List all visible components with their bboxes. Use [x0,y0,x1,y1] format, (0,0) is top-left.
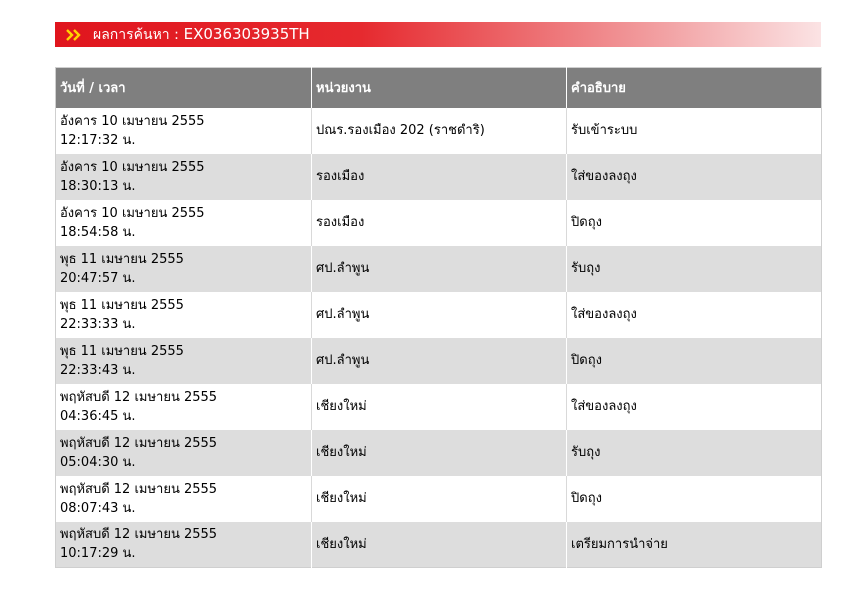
search-result-label: ผลการค้นหา : [93,26,179,43]
cell-datetime [56,154,312,200]
cell-time: 12:17:32 น. [60,132,136,148]
cell-date: อังคาร 10 เมษายน 2555 [60,205,205,221]
cell-time: 04:36:45 น. [60,408,136,424]
cell-datetime [56,108,312,154]
cell-description: ใส่ของลงถุง [567,154,822,200]
cell-date: พฤหัสบดี 12 เมษายน 2555 [60,527,218,543]
column-header-office: หน่วยงาน [312,68,567,108]
column-header-datetime: วันที่ / เวลา [56,68,312,108]
cell-office: ปณร.รองเมือง 202 (ราชดำริ) [312,108,567,154]
cell-office: เชียงใหม่ [312,430,567,476]
tracking-history-table [55,67,822,568]
table-row [56,108,822,154]
cell-time: 18:54:58 น. [60,224,136,240]
cell-office: ศป.ลำพูน [312,338,567,384]
column-header-description: คำอธิบาย [567,68,822,108]
cell-date: พฤหัสบดี 12 เมษายน 2555 [60,481,218,497]
cell-datetime [56,476,312,522]
cell-office: เชียงใหม่ [312,476,567,522]
cell-date: อังคาร 10 เมษายน 2555 [60,159,205,175]
cell-office: ศป.ลำพูน [312,246,567,292]
cell-description: ปิดถุง [567,338,822,384]
cell-time: 18:30:13 น. [60,178,136,194]
table-row [56,246,822,292]
table-row [56,384,822,430]
cell-office: รองเมือง [312,200,567,246]
cell-date: พุธ 11 เมษายน 2555 [60,343,184,359]
table-row [56,338,822,384]
cell-datetime [56,200,312,246]
cell-description: รับถุง [567,246,822,292]
cell-datetime [56,522,312,568]
cell-description: รับเข้าระบบ [567,108,822,154]
cell-date: พุธ 11 เมษายน 2555 [60,297,184,313]
cell-description: ใส่ของลงถุง [567,292,822,338]
cell-description: ปิดถุง [567,476,822,522]
double-chevron-right-icon [66,29,81,41]
cell-time: 08:07:43 น. [60,500,136,516]
cell-time: 22:33:33 น. [60,316,136,332]
table-header-row [56,68,822,108]
cell-time: 05:04:30 น. [60,454,136,470]
cell-datetime [56,384,312,430]
cell-date: พุธ 11 เมษายน 2555 [60,251,184,267]
cell-description: รับถุง [567,430,822,476]
cell-description: ปิดถุง [567,200,822,246]
cell-office: ศป.ลำพูน [312,292,567,338]
search-result-title [93,24,310,46]
table-row [56,200,822,246]
search-result-header [55,22,821,47]
cell-description: ใส่ของลงถุง [567,384,822,430]
cell-office: เชียงใหม่ [312,522,567,568]
table-row [56,476,822,522]
cell-datetime [56,338,312,384]
cell-date: อังคาร 10 เมษายน 2555 [60,113,205,129]
cell-datetime [56,292,312,338]
table-row [56,430,822,476]
table-row [56,522,822,568]
cell-office: เชียงใหม่ [312,384,567,430]
cell-time: 22:33:43 น. [60,362,136,378]
table-row [56,292,822,338]
cell-time: 20:47:57 น. [60,270,136,286]
cell-date: พฤหัสบดี 12 เมษายน 2555 [60,435,218,451]
table-row [56,154,822,200]
cell-description: เตรียมการนำจ่าย [567,522,822,568]
cell-time: 10:17:29 น. [60,546,136,562]
cell-datetime [56,430,312,476]
cell-date: พฤหัสบดี 12 เมษายน 2555 [60,389,218,405]
tracking-number: EX036303935TH [183,24,310,43]
cell-datetime [56,246,312,292]
cell-office: รองเมือง [312,154,567,200]
